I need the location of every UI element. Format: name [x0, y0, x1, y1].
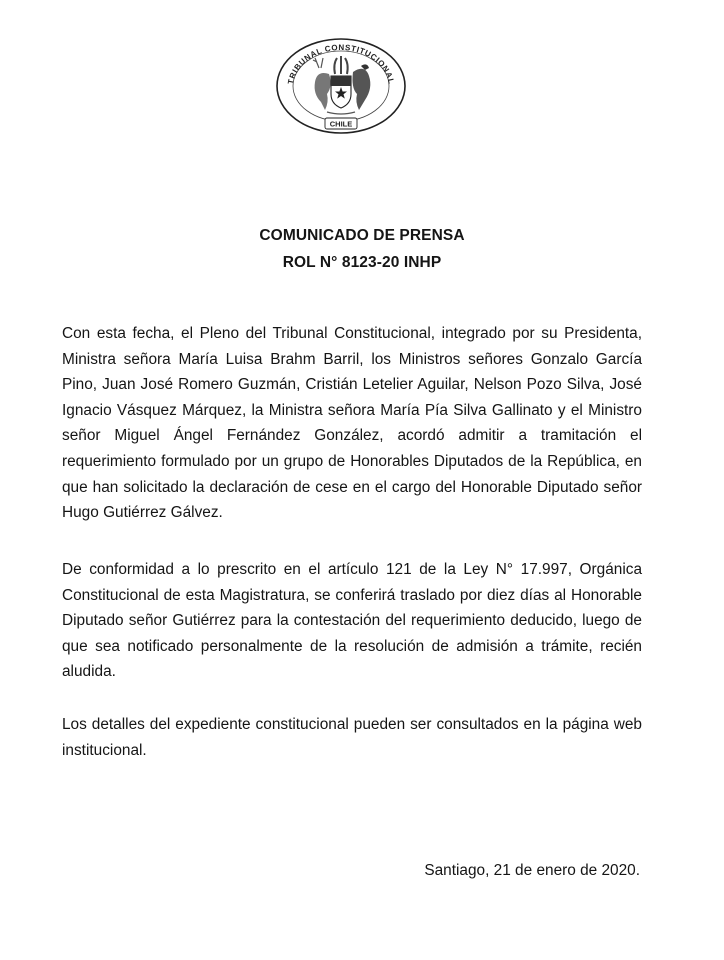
paragraph-details: Los detalles del expediente constitucional pueden ser consultados en la página web institucional. — [62, 716, 642, 759]
case-number: ROL N° 8123-20 INHP — [282, 254, 442, 271]
seal-bottom-text: CHILE — [329, 119, 353, 129]
tribunal-constitucional-seal — [275, 36, 407, 134]
paragraph-notification: De conformidad a lo prescrito en el artículo 121 de la Ley N° 17.997, Orgánica Constitucional de esta Magistratura, se conferirá traslado por diez días al Honorable Diputado señor Gutiérrez para la contestación del requerimiento deducido, luego de que sea notificado personalmente de la resolución de admisión a trámite, recién aludida. — [62, 561, 642, 681]
place-and-date: Santiago, 21 de enero de 2020. — [424, 862, 640, 879]
press-release-title: COMUNICADO DE PRENSA — [259, 227, 465, 244]
paragraph-admission: Con esta fecha, el Pleno del Tribunal Constitucional, integrado por su Presidenta, Ministra señora María Luisa Brahm Barril, los Ministros señores Gonzalo García Pino, Juan José Romero Guzmán, Cristián Letelier Aguilar, Nelson Pozo Silva, José Ignacio Vásquez Márquez, la Ministra señora María Pía Silva Gallinato y el Ministro señor Miguel Ángel Fernández González, acordó admitir a tramitación el requerimiento formulado por un grupo de Honorables Diputados de la República, en que han solicitado la declaración de cese en el cargo del Honorable Diputado señor Hugo Gutiérrez Gálvez. — [62, 325, 642, 522]
seal-top-text: TRIBUNAL CONSTITUCIONAL — [286, 42, 396, 86]
